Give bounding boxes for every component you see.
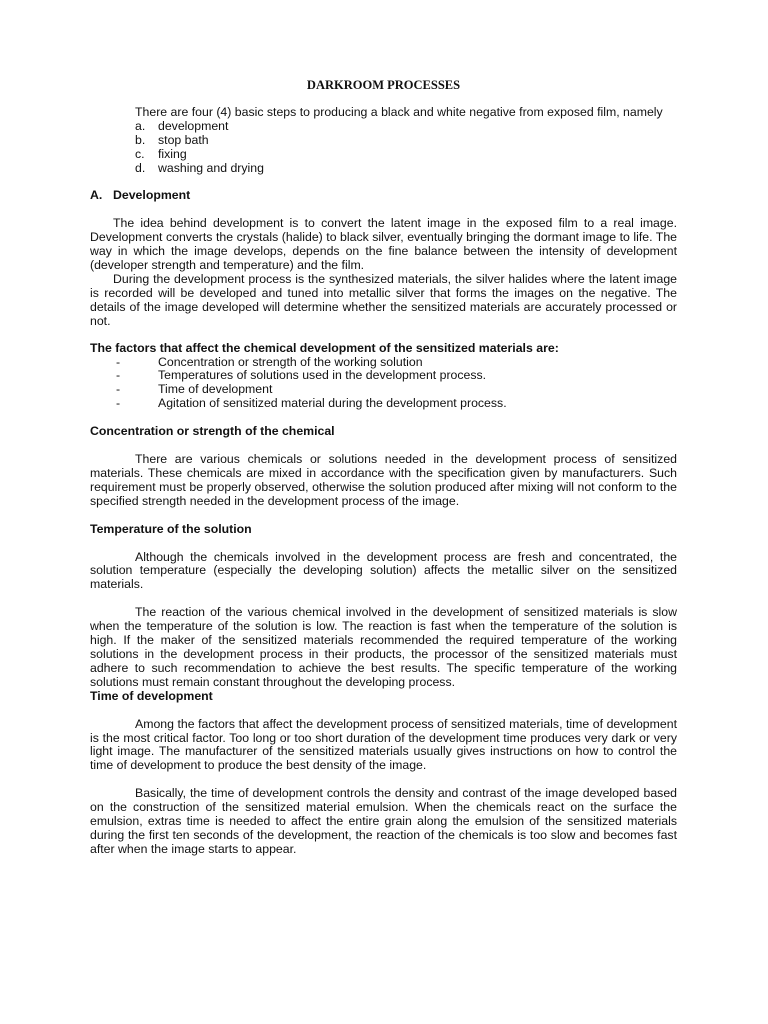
list-marker: - [116, 396, 121, 411]
list-item [135, 120, 677, 134]
list-item [135, 148, 677, 162]
concentration-heading: Concentration or strength of the chemical [90, 424, 335, 439]
list-item-text: fixing [158, 146, 187, 161]
factors-list [90, 356, 677, 412]
section-marker: A. [90, 188, 103, 203]
list-item-text: washing and drying [158, 160, 264, 175]
development-paragraph-1: The idea behind development is to convert the latent image in the exposed film to a real image. Development converts the crystals (halide) to black silver, eventually bringing the dormant image to life. The way in which the image develops, depends on the fine balance between the intensity of development (developer strength and temperature) and the film. [90, 216, 677, 273]
time-paragraph-1: Among the factors that affect the development process of sensitized materials, time of development is the most critical factor. Too long or too short duration of the development time produces very dark or very light image. The manufacturer of the sensitized materials usually gives instructions on how to control the time of development to produce the best density of the image. [90, 716, 677, 773]
section-a-heading [90, 189, 677, 203]
temperature-heading: Temperature of the solution [90, 521, 252, 536]
list-item-text: stop bath [158, 132, 209, 147]
development-paragraph-2: During the development process is the synthesized materials, the silver halides where the latent image is recorded will be developed and tuned into metallic silver that forms the images on the negative. The details of the image developed will determine whether the sensitized materials are accurately processed or not. [90, 271, 677, 328]
list-item [116, 356, 677, 370]
list-item-text: Time of development [158, 382, 273, 397]
intro-paragraph: There are four (4) basic steps to producing a black and white negative from exposed film, namely [135, 104, 663, 119]
list-item-text: Concentration or strength of the working solution [158, 354, 423, 369]
list-item [116, 397, 677, 411]
list-item [116, 369, 677, 383]
list-item [135, 162, 677, 176]
list-marker: a. [135, 118, 146, 133]
list-item [135, 134, 677, 148]
list-marker: d. [135, 160, 146, 175]
list-marker: - [116, 368, 121, 383]
list-marker: b. [135, 132, 146, 147]
list-marker: - [116, 354, 121, 369]
steps-list [90, 120, 677, 176]
list-item [116, 383, 677, 397]
time-paragraph-2: Basically, the time of development controls the density and contrast of the image developed based on the construction of the sensitized material emulsion. When the chemicals react on the surface the emulsion, extras time is needed to affect the entire grain along the emulsion of the sensitized materials during the first ten seconds of the development, the reaction of the chemicals is too slow and becomes fast after when the image starts to appear. [90, 786, 677, 856]
list-marker: - [116, 382, 121, 397]
list-marker: c. [135, 146, 145, 161]
section-heading-text: Development [113, 188, 191, 203]
list-item-text: Temperatures of solutions used in the development process. [158, 368, 487, 383]
list-item-text: development [158, 118, 229, 133]
factors-heading: The factors that affect the chemical development of the sensitized materials are: [90, 340, 559, 355]
concentration-paragraph: There are various chemicals or solutions needed in the development process of sensitized materials. These chemicals are mixed in accordance with the specification given by manufacturers. Such requirement must be properly observed, otherwise the solution produced after mixing will not conform to the specified strength needed in the development process of the image. [90, 452, 677, 508]
document-body [90, 79, 677, 857]
document-title: DARKROOM PROCESSES [306, 78, 461, 92]
temperature-paragraph-1: Although the chemicals involved in the development process are fresh and concentrated, the solution temperature (especially the developing solution) affects the metallic silver on the sensitized materials. [90, 549, 677, 592]
temperature-paragraph-2: The reaction of the various chemical involved in the development of sensitized materials is slow when the temperature of the solution is low. The reaction is fast when the temperature of the solution is high. If the maker of the sensitized materials recommended the required temperature of the working solutions in the development process in their products, the processor of the sensitized materials must adhere to such recommendation to achieve the best results. The specific temperature of the working solutions must remain constant throughout the developing process. [90, 605, 677, 689]
time-heading: Time of development [90, 688, 213, 703]
list-item-text: Agitation of sensitized material during the development process. [158, 396, 507, 411]
